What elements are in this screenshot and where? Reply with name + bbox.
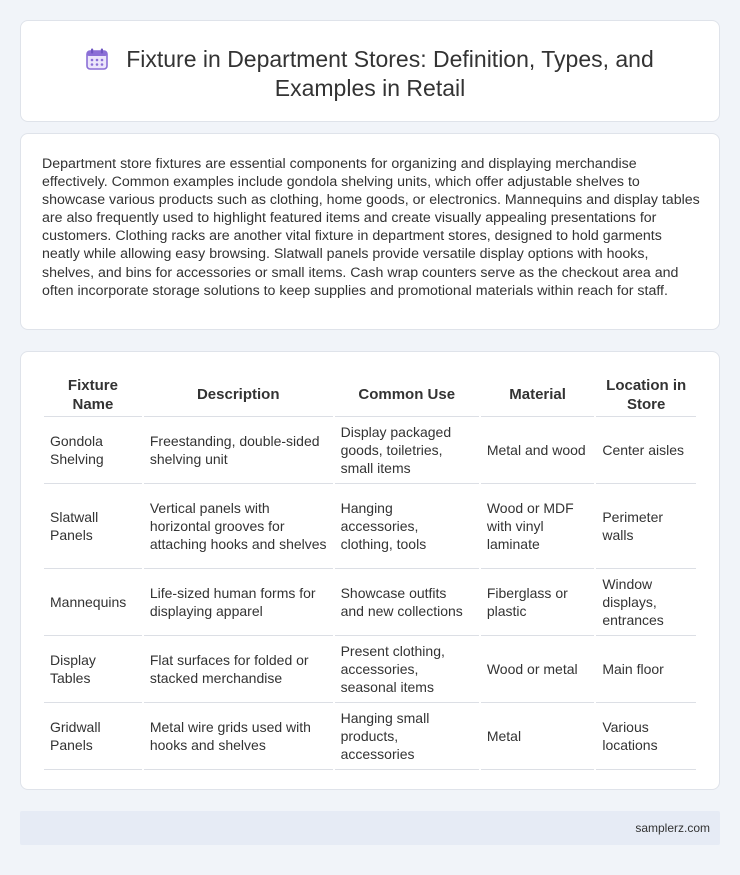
table-cell: Perimeter walls — [596, 484, 696, 569]
column-header: Fixture Name — [44, 373, 142, 417]
table-cell: Hanging accessories, clothing, tools — [335, 484, 479, 569]
intro-card — [20, 133, 720, 330]
column-header: Common Use — [335, 373, 479, 417]
table-cell: Metal — [481, 703, 594, 770]
table-row — [44, 703, 696, 770]
table-cell: Various locations — [596, 703, 696, 770]
column-header: Location in Store — [596, 373, 696, 417]
intro-paragraph: Department store fixtures are essential components for organizing and displaying merchandise effectively. Common examples include gondola shelving units, which offer adjustable shelves to showcase various products such as clothing, home goods, or electronics. Mannequins and display tables are also frequently used to highlight featured items and create visually appealing presentations for customers. Clothing racks are another vital fixture in department stores, designed to hold garments neatly while allowing easy browsing. Slatwall panels provide versatile display options with hooks, shelves, and bins for accessories or small items. Cash wrap counters serve as the checkout area and often incorporate storage solutions to keep supplies and promotional materials within reach for staff. — [42, 156, 700, 299]
table-cell: Window displays, entrances — [596, 569, 696, 636]
fixture-table — [42, 373, 698, 770]
calendar-icon — [86, 48, 108, 70]
table-cell: Flat surfaces for folded or stacked merchandise — [144, 636, 333, 703]
page-title: Fixture in Department Stores: Definition, Types, and Examples in Retail — [126, 46, 654, 101]
column-header: Description — [144, 373, 333, 417]
table-row — [44, 417, 696, 484]
table-cell: Display Tables — [44, 636, 142, 703]
table-row — [44, 636, 696, 703]
table-cell: Hanging small products, accessories — [335, 703, 479, 770]
title-card — [20, 20, 720, 122]
table-cell: Display packaged goods, toiletries, small items — [335, 417, 479, 484]
column-header: Material — [481, 373, 594, 417]
table-cell: Fiberglass or plastic — [481, 569, 594, 636]
table-cell: Wood or MDF with vinyl laminate — [481, 484, 594, 569]
table-cell: Slatwall Panels — [44, 484, 142, 569]
table-card — [20, 351, 720, 790]
table-cell: Wood or metal — [481, 636, 594, 703]
table-cell: Mannequins — [44, 569, 142, 636]
table-cell: Showcase outfits and new collections — [335, 569, 479, 636]
table-cell: Present clothing, accessories, seasonal items — [335, 636, 479, 703]
page-title-block — [21, 45, 719, 103]
table-cell: Freestanding, double-sided shelving unit — [144, 417, 333, 484]
table-cell: Gondola Shelving — [44, 417, 142, 484]
footer-site-link[interactable]: samplerz.com — [635, 821, 710, 835]
table-cell: Metal and wood — [481, 417, 594, 484]
table-cell: Center aisles — [596, 417, 696, 484]
table-cell: Metal wire grids used with hooks and shelves — [144, 703, 333, 770]
footer-bar — [20, 811, 720, 845]
table-cell: Vertical panels with horizontal grooves for attaching hooks and shelves — [144, 484, 333, 569]
table-header-row — [44, 373, 696, 417]
table-cell: Life-sized human forms for displaying apparel — [144, 569, 333, 636]
table-cell: Gridwall Panels — [44, 703, 142, 770]
table-row — [44, 569, 696, 636]
table-row — [44, 484, 696, 569]
table-cell: Main floor — [596, 636, 696, 703]
